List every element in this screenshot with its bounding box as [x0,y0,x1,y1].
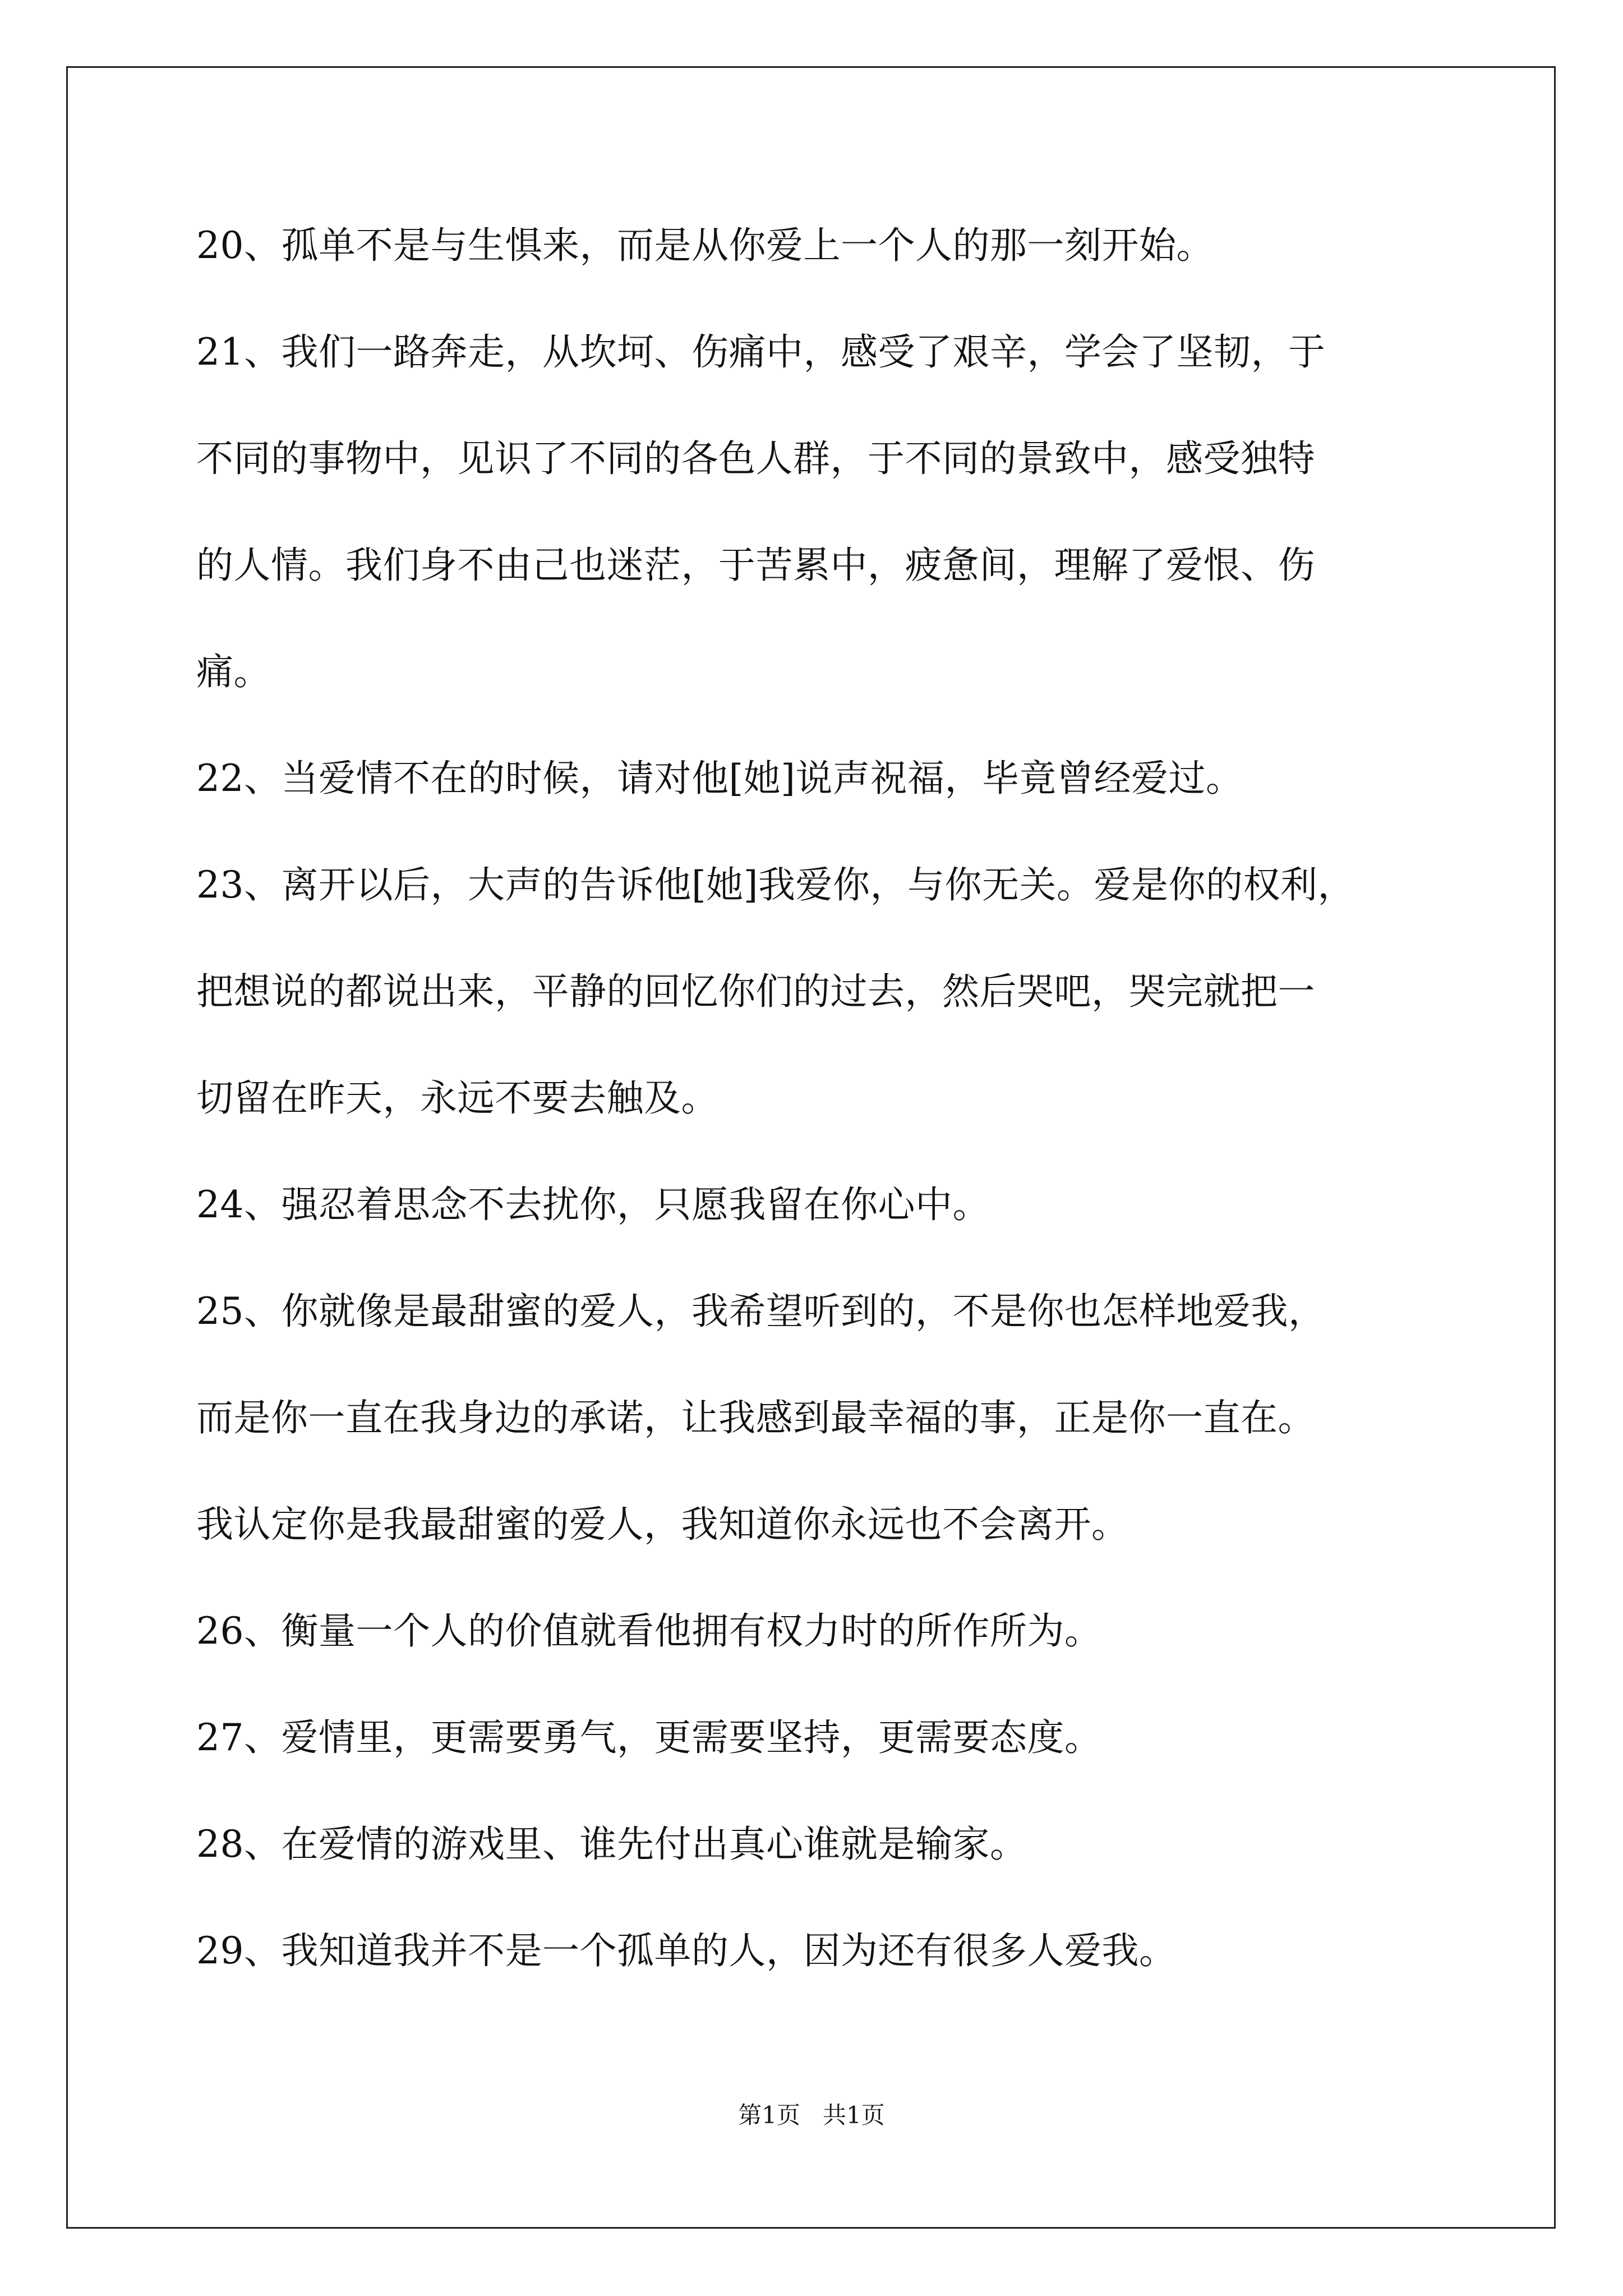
text-line: 不同的事物中，见识了不同的各色人群，于不同的景致中，感受独特 [196,437,1315,480]
text-line: 21、我们一路奔走，从坎坷、伤痛中，感受了艰辛，学会了坚韧，于 [196,330,1326,374]
text-line: 25、你就像是最甜蜜的爱人，我希望听到的，不是你也怎样地爱我， [196,1290,1326,1333]
text-line: 而是你一直在我身边的承诺，让我感到最幸福的事，正是你一直在。 [196,1396,1315,1439]
text-line: 20、孤单不是与生惧来，而是从你爱上一个人的那一刻开始。 [196,224,1214,267]
page-footer: 第1页 共1页 [738,2101,885,2129]
text-line: 23、离开以后，大声的告诉他[她]我爱你，与你无关。爱是你的权利， [196,863,1355,907]
text-line: 我认定你是我最甜蜜的爱人，我知道你永远也不会离开。 [196,1503,1129,1546]
text-line: 24、强忍着思念不去扰你，只愿我留在你心中。 [196,1183,990,1226]
text-line: 痛。 [196,650,271,693]
text-line: 22、当爱情不在的时候，请对他[她]说声祝福，毕竟曾经爱过。 [196,757,1243,800]
text-line: 29、我知道我并不是一个孤单的人，因为还有很多人爱我。 [196,1929,1177,1972]
text-line: 把想说的都说出来，平静的回忆你们的过去，然后哭吧，哭完就把一 [196,970,1315,1013]
document-body [196,212,1458,2024]
text-line: 的人情。我们身不由己也迷茫，于苦累中，疲惫间，理解了爱恨、伤 [196,544,1315,587]
text-line: 26、衡量一个人的价值就看他拥有权力时的所作所为。 [196,1609,1102,1653]
text-line: 28、在爱情的游戏里、谁先付出真心谁就是输家。 [196,1823,1027,1866]
text-line: 切留在昨天，永远不要去触及。 [196,1076,718,1120]
text-line: 27、爱情里，更需要勇气，更需要坚持，更需要态度。 [196,1716,1102,1759]
